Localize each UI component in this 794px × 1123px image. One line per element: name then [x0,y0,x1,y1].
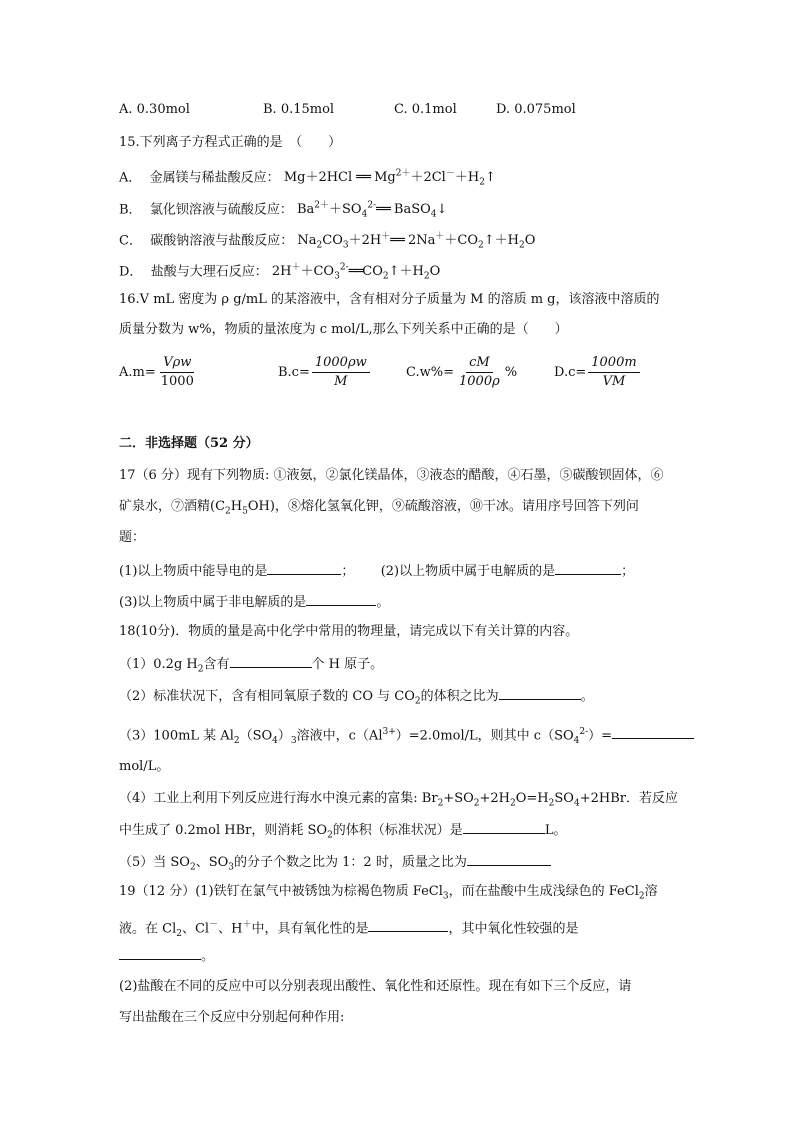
q19-oxidizer-answer-blank[interactable] [368,918,448,932]
q16-line-1: 16.V mL 密度为 ρ g/mL 的某溶液中，含有相对分子质量为 M 的溶质 m g，该溶液中溶质的 [119,292,660,307]
q16-c-numerator: cM [466,354,493,373]
q16-d-prefix: D.c= [554,364,587,380]
q18-sub3-part-a: （3）100mL 某 Al [119,728,234,744]
q16-d-numerator: 1000m [588,354,639,373]
q16-a-fraction [158,354,197,391]
q17-sub3-end: 。 [376,595,390,610]
q15-d-equation: $2H^++CO_3^{2-}══CO_2↑+H_2O$ [271,263,441,282]
q19-line1-part-b: ，而在盐酸中生成浅绿色的 FeCl [448,884,639,899]
q18-sub4-part-a: （4）工业上利用下列反应进行海水中溴元素的富集: Br [119,791,438,806]
q15-c-label: C． [119,233,142,249]
q17-line-2: 矿泉水，⑦酒精$(C_2H_5OH)$，⑧熔化氢氧化钾，⑨硫酸溶液，⑩干冰。请用序号回答下列问 [119,499,639,517]
q14-option-d: D. 0.075mol [496,102,576,117]
q18-sub4-part-i: L。 [544,823,567,838]
q16-a-numerator: Vρw [160,354,194,373]
q16-option-a [119,350,199,394]
section-heading: 二．非选择题（52 分） [119,436,259,451]
q14-options [0,102,794,122]
q15-d-text: 盐酸与大理石反应： [150,264,268,280]
q18-sub1-part-c: 个 H 原子。 [311,657,384,672]
q17-sub1-end: ； [341,564,355,579]
q17-sub3-text: (3)以上物质中属于非电解质的是 [119,595,307,610]
q17-line-2-part-a: 矿泉水，⑦酒精(C [119,499,226,514]
q17-line-2-part-c: OH)，⑧熔化氢氧化钾，⑨硫酸溶液，⑩干冰。请用序号回答下列问 [247,499,639,514]
q18-sub4-part-b: +SO [443,791,474,806]
q17-sub2-answer-blank[interactable] [555,561,621,575]
q15-option-a [119,164,496,193]
q16-c-suffix: % [504,364,518,380]
q19-line3-end: 。 [201,949,215,964]
q17-sub3-answer-blank[interactable] [306,592,376,606]
q18-sub-2: （2）标准状况下，含有相同氧原子数的 CO 与 $CO_2$的体积之比为 。 [119,686,594,712]
q19-line1-part-c: 溶 [644,884,658,899]
q18-sub2-part-c: 。 [580,689,594,704]
q15-a-label: A． [119,170,142,186]
q18-sub4-part-f: +2HBr．若反应 [579,791,678,806]
q16-b-numerator: 1000ρw [312,354,370,373]
q18-sub5-part-a: （5）当 SO [119,855,190,870]
q15-c-text: 碳酸钠溶液与盐酸反应： [150,233,294,249]
q18-sub3-part-b: （SO [239,728,273,744]
q14-option-b: B. 0.15mol [263,102,335,117]
q15-stem: 15.下列离子方程式正确的是 （ ） [119,135,342,150]
q18-sub3-answer-blank[interactable] [612,725,694,739]
q15-b-equation: $Ba^{2+}+SO_4^{2-}══$ BaSO$_4$↓ [296,201,448,220]
q17-sub2-text: (2)以上物质中属于电解质的是 [380,564,556,579]
q16-option-d [554,350,642,394]
q18-sub2-answer-blank[interactable] [499,686,581,700]
q18-sub2-part-b: 的体积之比为 [420,689,499,704]
q15-option-d [119,258,440,287]
q14-option-c: C. 0.1mol [394,102,457,117]
q15-a-equation: Mg＋2HCl ══ $Mg^{2+}+2Cl^-+H_2↑$ [283,169,496,188]
q16-options [0,350,794,394]
q15-c-equation: $Na_2CO_3+2H^+══$ $2Na^++CO_2↑+H_2O$ [297,232,536,251]
q18-sub-5: （5）当 $SO_2$、$SO_3$的分子个数之比为 1：2 时，质量之比为 [119,852,551,878]
q18-sub-4-line-1: （4）工业上利用下列反应进行海水中溴元素的富集: $Br_2+SO_2+2H_2O=H_2SO_4+2HBr$．若反应 [119,791,678,809]
q18-sub4-part-d: O=H [515,791,549,806]
q18-stem: 18(10分)．物质的量是高中化学中常用的物理量，请完成以下有关计算的内容。 [119,624,579,639]
q19-line-3 [119,946,214,967]
q18-sub2-part-a: （2）标准状况下，含有相同氧原子数的 CO 与 CO [119,689,415,704]
q19-stronger-oxidizer-answer-blank[interactable] [119,946,201,960]
q16-b-denominator: M [334,373,348,389]
q19-line2-part-e: ，其中氧化性较强的是 [448,921,579,937]
q18-sub4-part-h: 的体积（标准状况）是 [332,823,463,838]
q16-d-fraction [588,354,639,391]
q17-subquestions-1-2 [119,561,634,582]
q19-line2-part-d: 中，具有氧化性的是 [251,921,369,937]
q16-d-denominator: VM [602,373,626,389]
q18-sub1-answer-blank[interactable] [230,654,312,668]
q18-sub5-part-b: 、SO [195,855,229,870]
q19-line2-part-a: 液。在 Cl [119,921,177,937]
q18-sub3-part-e: ）=2.0mol/L，则其中 c（SO [395,728,574,744]
q17-subquestion-3 [119,592,389,613]
q18-sub-3: （3）100mL 某 $Al_2(SO_4)_3$溶液中，$c(Al^{3+})=2.0mol/L$，则其中 $c(SO_4^{2-})=$ [119,722,694,751]
q16-option-b [278,350,372,394]
q18-sub-1: （1）0.2g $H_2$含有 个 H 原子。 [119,654,383,680]
q15-d-label: D． [119,264,143,280]
q18-sub3-part-d: 溶液中，c（Al [296,728,383,744]
q18-sub5-part-c: 的分子个数之比为 1：2 时，质量之比为 [234,855,467,870]
q16-c-denominator: 1000ρ [459,373,500,389]
q19-line1-part-a: 19（12 分）(1)铁钉在氯气中被锈蚀为棕褐色物质 FeCl [119,884,443,899]
q19-line-1: 19（12 分）(1)铁钉在氯气中被锈蚀为棕褐色物质 FeCl$_3$，而在盐酸中生成浅绿色的 FeCl$_2$溶 [119,884,658,902]
q16-b-prefix: B.c= [278,364,310,380]
q17-sub1-answer-blank[interactable] [267,561,341,575]
q18-sub4-part-c: +2H [479,791,511,806]
q14-option-a: A. 0.30mol [119,102,190,117]
q18-sub3-part-f: ）= [588,728,613,744]
q17-line-3: 题： [119,530,146,545]
q18-sub4-answer-blank[interactable] [463,820,545,834]
q16-a-denominator: 1000 [160,373,194,389]
q18-sub3-part-c: ） [277,728,291,744]
q19-line2-part-b: 、Cl [181,921,210,937]
q15-option-c [119,227,535,256]
q16-option-c [406,350,517,394]
q15-option-b [119,196,447,225]
q16-a-prefix: A.m= [119,364,156,380]
q18-sub4-part-g: 中生成了 0.2mol HBr，则消耗 SO [119,823,328,838]
q19-line-5: 写出盐酸在三个反应中分别起何种作用: [119,1010,345,1025]
q16-c-prefix: C.w%= [406,364,454,380]
q16-c-fraction [456,354,503,391]
q16-line-2: 质量分数为 w%，物质的量浓度为 c mol/L,那么下列关系中正确的是（ ） [119,322,568,337]
q15-a-text: 金属镁与稀盐酸反应： [149,170,280,186]
q17-line-2-part-b: H [230,499,243,514]
q18-sub4-part-e: SO [554,791,574,806]
q17-sub2-end: ； [621,564,635,579]
q19-line2-part-c: 、H [218,921,243,937]
q18-sub-3-unit: mol/L。 [119,759,170,774]
q16-b-fraction [312,354,370,391]
q15-b-label: B． [119,202,142,218]
q18-sub1-part-b: 含有 [203,657,230,672]
q18-sub5-answer-blank[interactable] [467,852,551,866]
q17-line-1: 17（6 分）现有下列物质: ①液氨，②氯化镁晶体，③液态的醋酸，④石墨，⑤碳酸钡固体，⑥ [119,468,664,483]
q19-line-4: (2)盐酸在不同的反应中可以分别表现出酸性、氧化性和还原性。现在有如下三个反应，请 [119,979,632,994]
q17-sub1-text: (1)以上物质中能导电的是 [119,564,268,579]
q19-line-2: 液。在 $Cl_2$、Cl－、H＋中，具有氧化性的是 ，其中氧化性较强的是 [119,920,579,939]
q18-sub1-part-a: （1）0.2g H [119,657,198,672]
q18-sub-4-line-2: 中生成了 0.2mol HBr，则消耗 $SO_2$的体积（标准状况）是 L。 [119,820,566,846]
q15-b-text: 氯化钡溶液与硫酸反应： [149,202,293,218]
